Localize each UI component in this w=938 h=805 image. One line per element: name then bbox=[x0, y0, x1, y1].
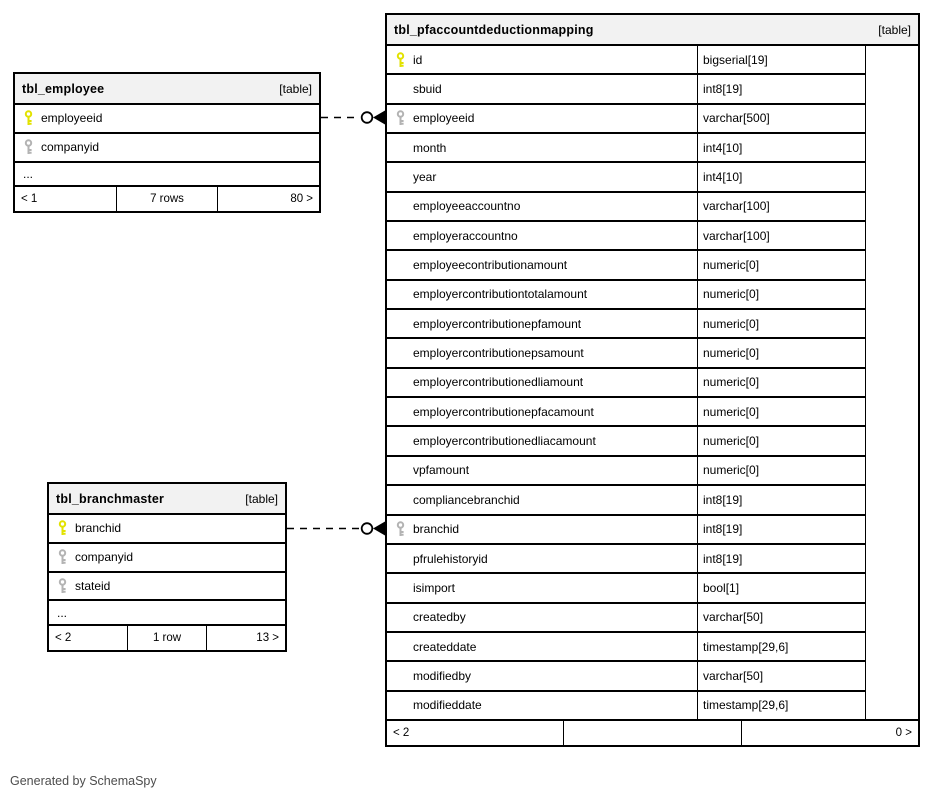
column-name: stateid bbox=[75, 579, 111, 594]
column-row-stateid[interactable] bbox=[49, 571, 285, 600]
column-type: int4[10] bbox=[697, 134, 865, 161]
column-name: branchid bbox=[75, 521, 122, 536]
foreign-key-icon bbox=[387, 110, 413, 126]
primary-key-glyph bbox=[395, 52, 406, 68]
table-footer bbox=[15, 185, 319, 211]
table-type-badge: [table] bbox=[279, 81, 312, 96]
column-name: employercontributionepfacamount bbox=[413, 404, 594, 419]
column-name: employercontributionedliamount bbox=[413, 375, 584, 390]
column-row-employercontributionepsamount[interactable] bbox=[387, 337, 865, 366]
column-row-modifiedby[interactable] bbox=[387, 660, 865, 689]
column-type: timestamp[29,6] bbox=[697, 633, 865, 660]
column-name: branchid bbox=[413, 522, 460, 537]
column-type: varchar[100] bbox=[697, 222, 865, 249]
column-name: employercontributiontotalamount bbox=[413, 287, 588, 302]
foreign-key-glyph bbox=[57, 549, 68, 565]
foreign-key-glyph bbox=[395, 110, 406, 126]
column-name: companyid bbox=[75, 550, 134, 565]
column-name: pfrulehistoryid bbox=[413, 551, 488, 566]
column-row-pfrulehistoryid[interactable] bbox=[387, 543, 865, 572]
foreign-key-glyph bbox=[57, 578, 68, 594]
column-type: int8[19] bbox=[697, 486, 865, 513]
column-type: varchar[50] bbox=[697, 604, 865, 631]
column-row-id[interactable] bbox=[387, 46, 865, 73]
more-columns-row[interactable] bbox=[49, 599, 285, 624]
column-type: numeric[0] bbox=[697, 251, 865, 278]
column-row-companyid[interactable] bbox=[15, 132, 319, 161]
relations-spacer-column bbox=[865, 46, 918, 719]
column-type: numeric[0] bbox=[697, 310, 865, 337]
column-list bbox=[15, 105, 319, 185]
column-list bbox=[387, 46, 865, 719]
column-name: month bbox=[413, 140, 447, 155]
column-type: int8[19] bbox=[697, 75, 865, 102]
column-row-compliancebranchid[interactable] bbox=[387, 484, 865, 513]
table-header[interactable] bbox=[49, 484, 285, 515]
foreign-key-icon bbox=[49, 578, 75, 594]
column-name: modifiedby bbox=[413, 668, 472, 683]
table-header[interactable] bbox=[387, 15, 918, 46]
table-footer bbox=[387, 719, 918, 745]
foreign-key-icon bbox=[387, 521, 413, 537]
column-type: numeric[0] bbox=[697, 427, 865, 454]
footer-parents-count: < 2 bbox=[55, 632, 72, 644]
column-row-employercontributiontotalamount[interactable] bbox=[387, 279, 865, 308]
table-tbl_pfaccountdeductionmapping bbox=[385, 13, 920, 747]
column-name: employeecontributionamount bbox=[413, 258, 568, 273]
footer-row-count: 1 row bbox=[127, 626, 206, 650]
table-tbl_branchmaster bbox=[47, 482, 287, 652]
column-name: companyid bbox=[41, 140, 100, 155]
table-title[interactable]: tbl_branchmaster bbox=[56, 491, 165, 506]
column-name: employercontributionedliacamount bbox=[413, 434, 596, 449]
column-name: ... bbox=[57, 605, 68, 620]
column-type: int8[19] bbox=[697, 545, 865, 572]
footer-children-count: 13 > bbox=[206, 626, 285, 650]
column-type: bool[1] bbox=[697, 574, 865, 601]
foreign-key-icon bbox=[15, 139, 41, 155]
table-title[interactable]: tbl_pfaccountdeductionmapping bbox=[394, 22, 594, 37]
column-row-vpfamount[interactable] bbox=[387, 455, 865, 484]
foreign-key-glyph bbox=[23, 139, 34, 155]
relationship-employeeid bbox=[321, 111, 385, 125]
table-header[interactable] bbox=[15, 74, 319, 105]
column-row-createddate[interactable] bbox=[387, 631, 865, 660]
column-row-employercontributionedliacamount[interactable] bbox=[387, 425, 865, 454]
column-name: ... bbox=[23, 166, 34, 181]
column-name: employercontributionepsamount bbox=[413, 346, 584, 361]
column-row-employercontributionedliamount[interactable] bbox=[387, 367, 865, 396]
column-name: vpfamount bbox=[413, 463, 470, 478]
column-name: employercontributionepfamount bbox=[413, 316, 582, 331]
column-row-companyid[interactable] bbox=[49, 542, 285, 571]
primary-key-icon bbox=[15, 110, 41, 126]
column-name: id bbox=[413, 52, 423, 67]
table-type-badge: [table] bbox=[245, 491, 278, 506]
column-row-employercontributionepfacamount[interactable] bbox=[387, 396, 865, 425]
column-type: varchar[50] bbox=[697, 662, 865, 689]
footer-children-count: 0 > bbox=[741, 721, 918, 745]
foreign-key-icon bbox=[49, 549, 75, 565]
column-type: timestamp[29,6] bbox=[697, 692, 865, 719]
column-type: int8[19] bbox=[697, 516, 865, 543]
column-type: varchar[100] bbox=[697, 193, 865, 220]
relationship-branchid bbox=[287, 522, 385, 536]
column-row-employeeid[interactable] bbox=[15, 105, 319, 132]
primary-key-icon bbox=[49, 520, 75, 536]
column-row-month[interactable] bbox=[387, 132, 865, 161]
footer-row-count bbox=[563, 721, 740, 745]
column-row-year[interactable] bbox=[387, 161, 865, 190]
footer-row-count: 7 rows bbox=[116, 187, 218, 211]
primary-key-glyph bbox=[57, 520, 68, 536]
column-name: employeraccountno bbox=[413, 228, 518, 243]
column-row-sbuid[interactable] bbox=[387, 73, 865, 102]
column-name: isimport bbox=[413, 580, 456, 595]
generated-by-note: Generated by SchemaSpy bbox=[10, 774, 157, 788]
primary-key-glyph bbox=[23, 110, 34, 126]
column-row-createdby[interactable] bbox=[387, 602, 865, 631]
column-row-modifieddate[interactable] bbox=[387, 690, 865, 719]
column-name: employeeid bbox=[41, 111, 103, 126]
column-type: numeric[0] bbox=[697, 457, 865, 484]
table-title[interactable]: tbl_employee bbox=[22, 81, 105, 96]
column-row-employeecontributionamount[interactable] bbox=[387, 249, 865, 278]
column-type: numeric[0] bbox=[697, 339, 865, 366]
column-name: employeeaccountno bbox=[413, 199, 521, 214]
footer-children-count: 80 > bbox=[217, 187, 319, 211]
column-type: numeric[0] bbox=[697, 369, 865, 396]
table-type-badge: [table] bbox=[878, 22, 911, 37]
column-name: compliancebranchid bbox=[413, 492, 520, 507]
footer-parents-count: < 1 bbox=[21, 193, 38, 205]
column-row-isimport[interactable] bbox=[387, 572, 865, 601]
column-name: createddate bbox=[413, 639, 477, 654]
column-row-employeraccountno[interactable] bbox=[387, 220, 865, 249]
table-tbl_employee bbox=[13, 72, 321, 213]
column-name: sbuid bbox=[413, 82, 442, 97]
foreign-key-glyph bbox=[395, 521, 406, 537]
column-name: employeeid bbox=[413, 111, 475, 126]
column-row-branchid[interactable] bbox=[387, 514, 865, 543]
column-row-employeeaccountno[interactable] bbox=[387, 191, 865, 220]
footer-parents-count: < 2 bbox=[393, 727, 410, 739]
column-type: bigserial[19] bbox=[697, 46, 865, 73]
column-name: year bbox=[413, 170, 437, 185]
column-type: int4[10] bbox=[697, 163, 865, 190]
table-footer bbox=[49, 624, 285, 650]
column-row-branchid[interactable] bbox=[49, 515, 285, 542]
column-type: varchar[500] bbox=[697, 105, 865, 132]
column-name: createdby bbox=[413, 610, 466, 625]
more-columns-row[interactable] bbox=[15, 161, 319, 185]
column-type: numeric[0] bbox=[697, 281, 865, 308]
column-type: numeric[0] bbox=[697, 398, 865, 425]
primary-key-icon bbox=[387, 52, 413, 68]
column-row-employeeid[interactable] bbox=[387, 103, 865, 132]
column-list bbox=[49, 515, 285, 624]
column-name: modifieddate bbox=[413, 698, 482, 713]
column-row-employercontributionepfamount[interactable] bbox=[387, 308, 865, 337]
